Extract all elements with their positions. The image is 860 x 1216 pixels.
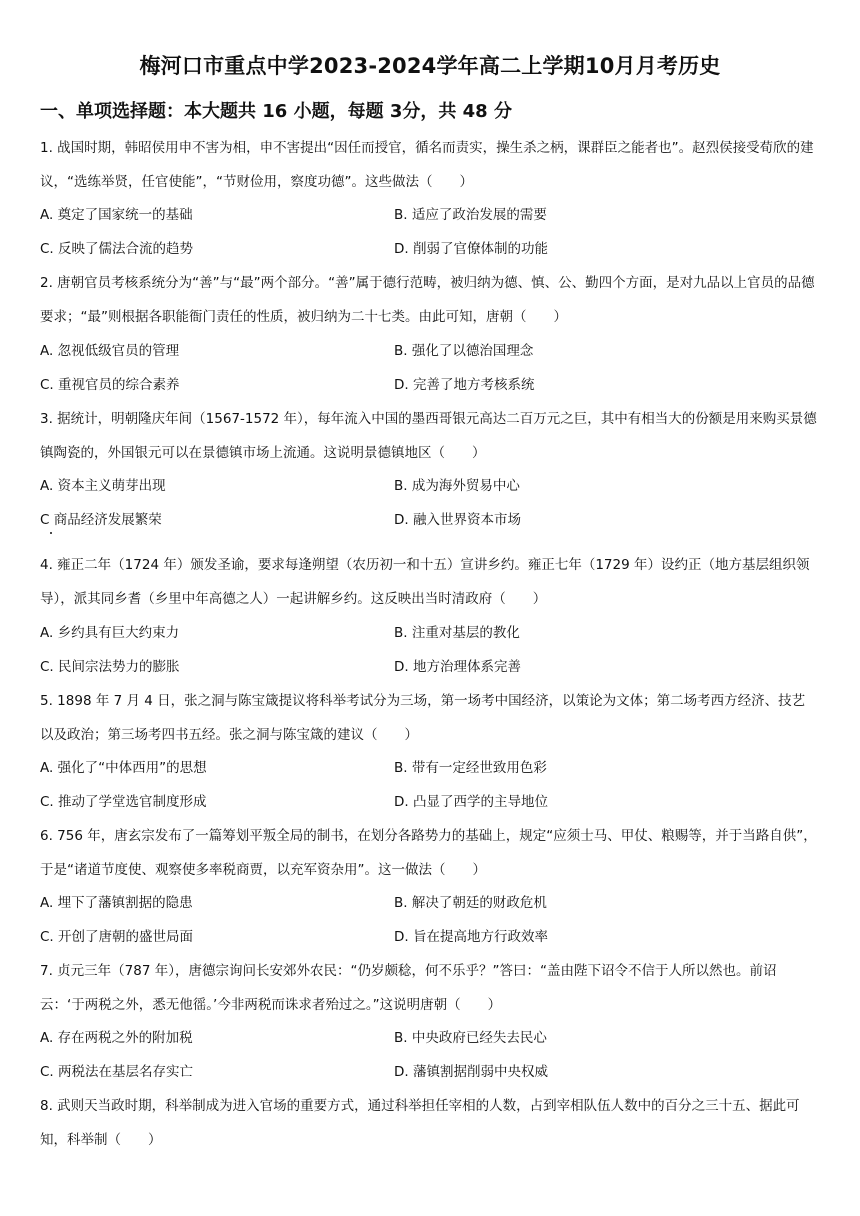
question-5-option-c[interactable]: C. 推动了学堂选官制度形成 <box>40 794 207 810</box>
question-3-option-c[interactable]: C 商品经济发展繁荣 <box>40 512 162 528</box>
section-heading: 一、单项选择题：本大题共 16 小题，每题 3分，共 48 分 <box>40 101 512 122</box>
question-1-option-a[interactable]: A. 奠定了国家统一的基础 <box>40 207 193 223</box>
question-5-option-d[interactable]: D. 凸显了西学的主导地位 <box>394 794 548 810</box>
question-4-stem: 4. 雍正二年（1724 年）颁发圣谕，要求每逢朔望（农历初一和十五）宣讲乡约。雍正七年（1729 年）设约正（地方基层组织领导），派其同乡耆（乡里中年高德之人）一起讲解乡约。这反映出当时清政府（ ） <box>40 557 810 607</box>
question-3-option-b[interactable]: B. 成为海外贸易中心 <box>394 478 520 494</box>
question-4-option-c[interactable]: C. 民间宗法势力的膨胀 <box>40 659 180 675</box>
question-2-stem: 2. 唐朝官员考核系统分为“善”与“最”两个部分。“善”属于德行范畴，被归纳为德、慎、公、勤四个方面，是对九品以上官员的品德要求；“最”则根据各职能衙门责任的性质，被归纳为二十七类。由此可知，唐朝（ ） <box>40 275 815 325</box>
question-7-option-a[interactable]: A. 存在两税之外的附加税 <box>40 1030 193 1046</box>
question-3-stem: 3. 据统计，明朝隆庆年间（1567-1572 年），每年流入中国的墨西哥银元高达二百万元之巨，其中有相当大的份额是用来购买景德镇陶瓷的，外国银元可以在景德镇市场上流通。这说明景德镇地区（ ） <box>40 411 817 461</box>
question-5-option-a[interactable]: A. 强化了“中体西用”的思想 <box>40 760 207 776</box>
question-3-option-d[interactable]: D. 融入世界资本市场 <box>394 512 521 528</box>
question-1-option-d[interactable]: D. 削弱了官僚体制的功能 <box>394 241 548 257</box>
question-4-option-a[interactable]: A. 乡约具有巨大约束力 <box>40 625 180 641</box>
question-1-stem: 1. 战国时期，韩昭侯用申不害为相，申不害提出“因任而授官，循名而责实，操生杀之柄，课群臣之能者也”。赵烈侯接受荀欣的建议，“选练举贤，任官使能”，“节财俭用，察度功德”。这些做法（ ） <box>40 140 814 190</box>
question-7-stem: 7. 贞元三年（787 年），唐德宗询问长安郊外农民：“仍岁颇稔，何不乐乎？”答曰：“盖由陛下诏令不信于人所以然也。前诏云：‘于两税之外，悉无他徭。’今非两税而诛求者殆过之。”这说明唐朝（ ） <box>40 963 777 1013</box>
question-2-option-a[interactable]: A. 忽视低级官员的管理 <box>40 343 180 359</box>
question-7-option-c[interactable]: C. 两税法在基层名存实亡 <box>40 1064 194 1080</box>
page-title: 梅河口市重点中学2023-2024学年高二上学期10月月考历史 <box>139 54 721 78</box>
question-5-option-b[interactable]: B. 带有一定经世致用色彩 <box>394 760 547 776</box>
question-6-option-b[interactable]: B. 解决了朝廷的财政危机 <box>394 895 547 911</box>
question-6-option-c[interactable]: C. 开创了唐朝的盛世局面 <box>40 929 194 945</box>
question-2-option-d[interactable]: D. 完善了地方考核系统 <box>394 377 535 393</box>
question-8-stem: 8. 武则天当政时期，科举制成为进入官场的重要方式，通过科举担任宰相的人数，占到宰相队伍人数中的百分之三十五、据此可知，科举制（ ） <box>40 1098 800 1148</box>
question-2-option-c[interactable]: C. 重视官员的综合素养 <box>40 377 180 393</box>
question-2-option-b[interactable]: B. 强化了以德治国理念 <box>394 343 534 359</box>
stray-dot-mark <box>50 532 52 534</box>
question-7-option-d[interactable]: D. 藩镇割据削弱中央权威 <box>394 1064 548 1080</box>
question-6-option-a[interactable]: A. 埋下了藩镇割据的隐患 <box>40 895 193 911</box>
question-4-option-b[interactable]: B. 注重对基层的教化 <box>394 625 520 641</box>
question-1-option-b[interactable]: B. 适应了政治发展的需要 <box>394 207 547 223</box>
question-4-option-d[interactable]: D. 地方治理体系完善 <box>394 659 521 675</box>
question-6-option-d[interactable]: D. 旨在提高地方行政效率 <box>394 929 548 945</box>
question-7-option-b[interactable]: B. 中央政府已经失去民心 <box>394 1030 547 1046</box>
question-3-option-a[interactable]: A. 资本主义萌芽出现 <box>40 478 166 494</box>
question-1-option-c[interactable]: C. 反映了儒法合流的趋势 <box>40 241 194 257</box>
question-6-stem: 6. 756 年，唐玄宗发布了一篇筹划平叛全局的制书，在划分各路势力的基础上，规定“应须士马、甲仗、粮赐等，并于当路自供”，于是“诸道节度使、观察使多率税商贾，以充军资杂用”。这一做法（ ） <box>40 828 817 878</box>
question-5-stem: 5. 1898 年 7 月 4 日，张之洞与陈宝箴提议将科举考试分为三场，第一场考中国经济，以策论为文体；第二场考西方经济、技艺以及政治；第三场考四书五经。张之洞与陈宝箴的建议（ ） <box>40 693 806 743</box>
